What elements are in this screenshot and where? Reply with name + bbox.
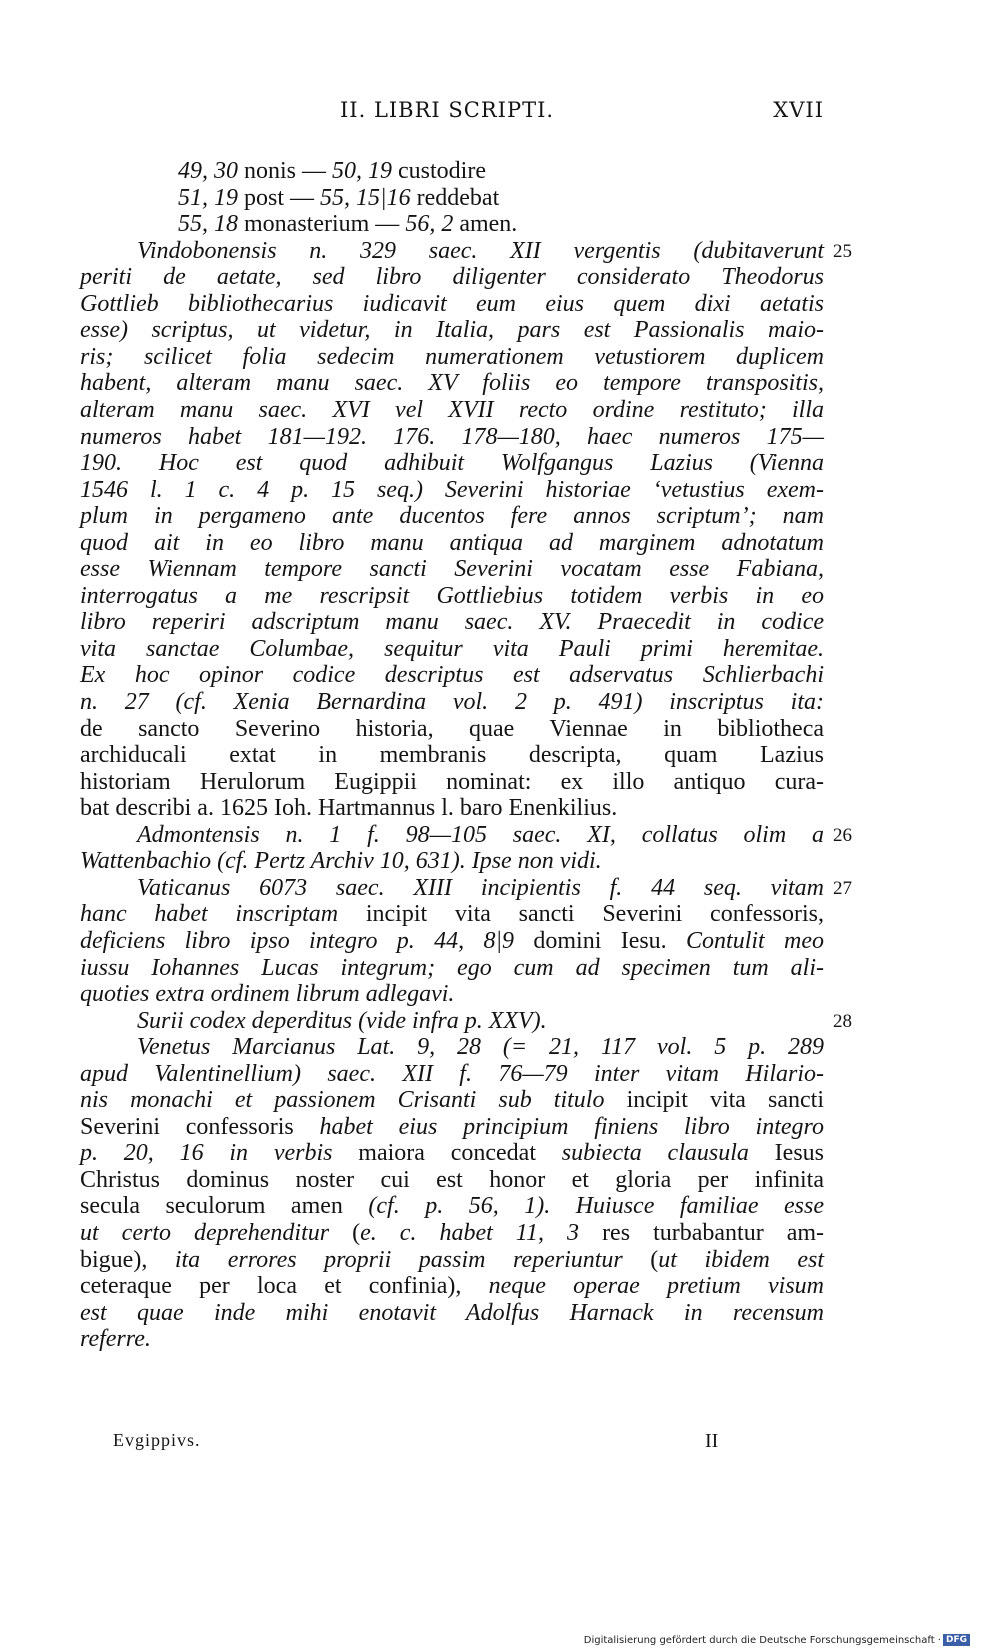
- text-line: [137, 1007, 824, 1036]
- italic-text-segment: plum in pergameno ante ducentos fere annos scriptum’; nam: [80, 503, 824, 530]
- italic-text-segment: nis monachi et passionem Crisanti sub titulo: [80, 1087, 627, 1114]
- credit-text: Digitalisierung gefördert durch die Deutsche Forschungsgemeinschaft ·: [583, 1634, 941, 1646]
- italic-text-segment: Admontensis n. 1 f. 98—105 saec. XI, collatus olim a: [137, 821, 824, 848]
- italic-text-segment: Surii codex deperditus (vide infra p. XXV).: [137, 1007, 547, 1034]
- margin-line-number: 25: [833, 240, 852, 262]
- roman-text-segment: post —: [238, 184, 321, 211]
- text-line: [80, 980, 824, 1009]
- text-line: [137, 1033, 824, 1062]
- roman-text-segment: (: [650, 1246, 659, 1273]
- italic-text-segment: 51, 19: [178, 184, 238, 211]
- roman-text-segment: archiducali extat in membranis descripta, quam Lazius: [80, 742, 824, 769]
- italic-text-segment: quod ait in eo libro manu antiqua ad marginem adnotatum: [80, 529, 824, 556]
- roman-text-segment: amen.: [453, 211, 518, 238]
- italic-text-segment: Vindobonensis n. 329 saec. XII vergentis (dubitaverunt: [137, 237, 824, 264]
- margin-line-number: 27: [833, 877, 852, 899]
- roman-text-segment: nonis —: [238, 158, 333, 184]
- text-line: [80, 608, 824, 637]
- text-line: [80, 1192, 824, 1221]
- italic-text-segment: interrogatus a me rescripsit Gottliebius totidem verbis in eo: [80, 582, 824, 609]
- text-line: [80, 369, 824, 398]
- italic-text-segment: 1546 l. 1 c. 4 p. 15 seq.) Severini historiae ‘vetustius exem-: [80, 476, 824, 503]
- italic-text-segment: est quae inde mihi enotavit Adolfus Harnack in recensum: [80, 1299, 824, 1326]
- roman-text-segment: res turbabantur am-: [602, 1220, 825, 1246]
- roman-text-segment: incipit vita sancti Severini confessoris,: [365, 901, 825, 928]
- italic-text-segment: periti de aetate, sed libro diligenter considerato Theodorus: [80, 264, 824, 291]
- text-line: [80, 794, 824, 823]
- italic-text-segment: e. c. habet 11, 3: [360, 1220, 603, 1246]
- text-line: [80, 1246, 824, 1275]
- italic-text-segment: vita sanctae Columbae, sequitur vita Pauli primi heremitae.: [80, 635, 824, 662]
- running-header: [80, 98, 824, 132]
- italic-text-segment: subiecta clausula: [561, 1140, 775, 1167]
- roman-text-segment: custodire: [392, 158, 486, 184]
- italic-text-segment: hanc habet inscriptam: [80, 901, 366, 928]
- header-page-number: XVII: [773, 98, 824, 122]
- italic-text-segment: deficiens libro ipso integro p. 44, 8|9: [80, 927, 534, 954]
- footer-sheet-mark: II: [705, 1430, 719, 1452]
- text-line: [80, 555, 824, 584]
- text-line: [80, 423, 824, 452]
- text-line: [80, 768, 824, 797]
- italic-text-segment: 55, 15|16: [320, 184, 411, 211]
- text-line: [80, 741, 824, 770]
- margin-line-number: 26: [833, 824, 852, 846]
- header-title: II. LIBRI SCRIPTI.: [340, 98, 555, 122]
- text-line: [80, 1113, 824, 1142]
- italic-text-segment: esse Wiennam tempore sancti Severini vocatam esse Fabiana,: [80, 556, 824, 583]
- italic-text-segment: ris; scilicet folia sedecim numerationem vetustiorem duplicem: [80, 343, 824, 370]
- dfg-logo: DFG: [943, 1634, 970, 1646]
- italic-text-segment: numeros habet 181—192. 176. 178—180, haec numeros 175—: [80, 423, 824, 450]
- text-line: [178, 157, 824, 186]
- text-line: [80, 1166, 824, 1195]
- text-line: [80, 449, 824, 478]
- italic-text-segment: Ex hoc opinor codice descriptus est adservatus Schlierbachi: [80, 662, 824, 689]
- roman-text-segment: de sancto Severino historia, quae Viennae in bibliotheca: [80, 715, 824, 742]
- italic-text-segment: 50, 19: [332, 158, 393, 184]
- text-line: [80, 688, 824, 717]
- roman-text-segment: Iesus: [774, 1140, 824, 1167]
- text-line: [80, 1086, 824, 1115]
- roman-text-segment: historiam Herulorum Eugippii nominat: ex illo antiquo cura-: [80, 768, 824, 795]
- text-line: [80, 1060, 824, 1089]
- italic-text-segment: Wattenbachio (cf. Pertz Archiv 10, 631). Ipse non vidi.: [80, 848, 602, 875]
- text-line: [80, 635, 824, 664]
- italic-text-segment: (cf. p. 56, 1). Huiusce familiae esse: [368, 1193, 824, 1220]
- text-line: [80, 661, 824, 690]
- margin-line-number: 28: [833, 1010, 852, 1032]
- text-line: [80, 1139, 824, 1168]
- roman-text-segment: ceteraque per loca et confinia),: [80, 1273, 489, 1300]
- italic-text-segment: p. 20, 16 in verbis: [80, 1140, 359, 1167]
- roman-text-segment: incipit vita sancti: [626, 1087, 825, 1114]
- text-line: [80, 847, 824, 876]
- italic-text-segment: ut certo deprehenditur: [80, 1220, 353, 1246]
- text-line: [80, 396, 824, 425]
- text-line: [80, 1299, 824, 1328]
- italic-text-segment: ut ibidem est: [658, 1246, 825, 1273]
- roman-text-segment: Severini confessoris: [80, 1113, 320, 1140]
- digitization-credit: [584, 1633, 970, 1647]
- text-line: [80, 582, 824, 611]
- italic-text-segment: alteram manu saec. XVI vel XVII recto ordine restituto; illa: [80, 396, 824, 423]
- roman-text-segment: bigue),: [80, 1246, 175, 1273]
- italic-text-segment: neque operae pretium visum: [488, 1273, 824, 1300]
- text-line: [80, 1272, 824, 1301]
- text-line: [80, 529, 824, 558]
- footer-signature: Evgippivs.: [113, 1430, 201, 1450]
- text-line: [137, 821, 824, 850]
- italic-text-segment: Contulit meo: [686, 927, 824, 954]
- text-line: [80, 263, 824, 292]
- italic-text-segment: Vaticanus 6073 saec. XIII incipientis f. 44 seq. vitam: [137, 874, 824, 901]
- italic-text-segment: iussu Iohannes Lucas integrum; ego cum ad specimen tum ali-: [80, 954, 824, 981]
- text-line: [137, 874, 824, 903]
- text-line: [80, 900, 824, 929]
- text-line: [80, 1219, 824, 1248]
- roman-text-segment: secula seculorum amen: [80, 1193, 369, 1220]
- italic-text-segment: libro reperiri adscriptum manu saec. XV. Praecedit in codice: [80, 609, 824, 636]
- italic-text-segment: 190. Hoc est quod adhibuit Wolfgangus Lazius (Vienna: [80, 450, 824, 477]
- roman-text-segment: domini Iesu.: [533, 927, 687, 954]
- italic-text-segment: habent, alteram manu saec. XV foliis eo tempore transpositis,: [80, 370, 824, 397]
- italic-text-segment: quoties extra ordinem librum adlegavi.: [80, 981, 455, 1008]
- text-line: [137, 237, 824, 266]
- italic-text-segment: n. 27 (cf. Xenia Bernardina vol. 2 p. 491) inscriptus ita:: [80, 689, 824, 715]
- text-line: [80, 1325, 824, 1354]
- text-line: [80, 476, 824, 505]
- roman-text-segment: monasterium —: [238, 211, 406, 238]
- italic-text-segment: Gottlieb bibliothecarius iudicavit eum eius quem dixi aetatis: [80, 290, 824, 317]
- text-line: [80, 715, 824, 744]
- text-line: [80, 502, 824, 531]
- italic-text-segment: apud Valentinellium) saec. XII f. 76—79 inter vitam Hilario-: [80, 1060, 824, 1087]
- italic-text-segment: 56, 2: [405, 211, 454, 238]
- italic-text-segment: referre.: [80, 1326, 151, 1353]
- text-line: [178, 184, 824, 213]
- text-line: [178, 210, 824, 239]
- text-line: [80, 290, 824, 319]
- italic-text-segment: 55, 18: [178, 211, 238, 238]
- roman-text-segment: reddebat: [410, 184, 500, 211]
- text-line: [80, 927, 824, 956]
- roman-text-segment: maiora concedat: [358, 1140, 562, 1167]
- roman-text-segment: Christus dominus noster cui est honor et gloria per infinita: [80, 1166, 824, 1193]
- text-line: [80, 343, 824, 372]
- text-line: [80, 316, 824, 345]
- italic-text-segment: 49, 30: [178, 158, 238, 184]
- roman-text-segment: bat describi a. 1625 Ioh. Hartmannus l. baro Enenkilius.: [80, 795, 618, 822]
- italic-text-segment: esse) scriptus, ut videtur, in Italia, pars est Passionalis maio-: [80, 317, 824, 344]
- italic-text-segment: Venetus Marcianus Lat. 9, 28 (= 21, 117 vol. 5 p. 289: [137, 1034, 824, 1061]
- roman-text-segment: (: [352, 1220, 361, 1246]
- italic-text-segment: ita errores proprii passim reperiuntur: [174, 1246, 651, 1273]
- text-line: [80, 954, 824, 983]
- italic-text-segment: habet eius principium finiens libro integro: [319, 1113, 824, 1140]
